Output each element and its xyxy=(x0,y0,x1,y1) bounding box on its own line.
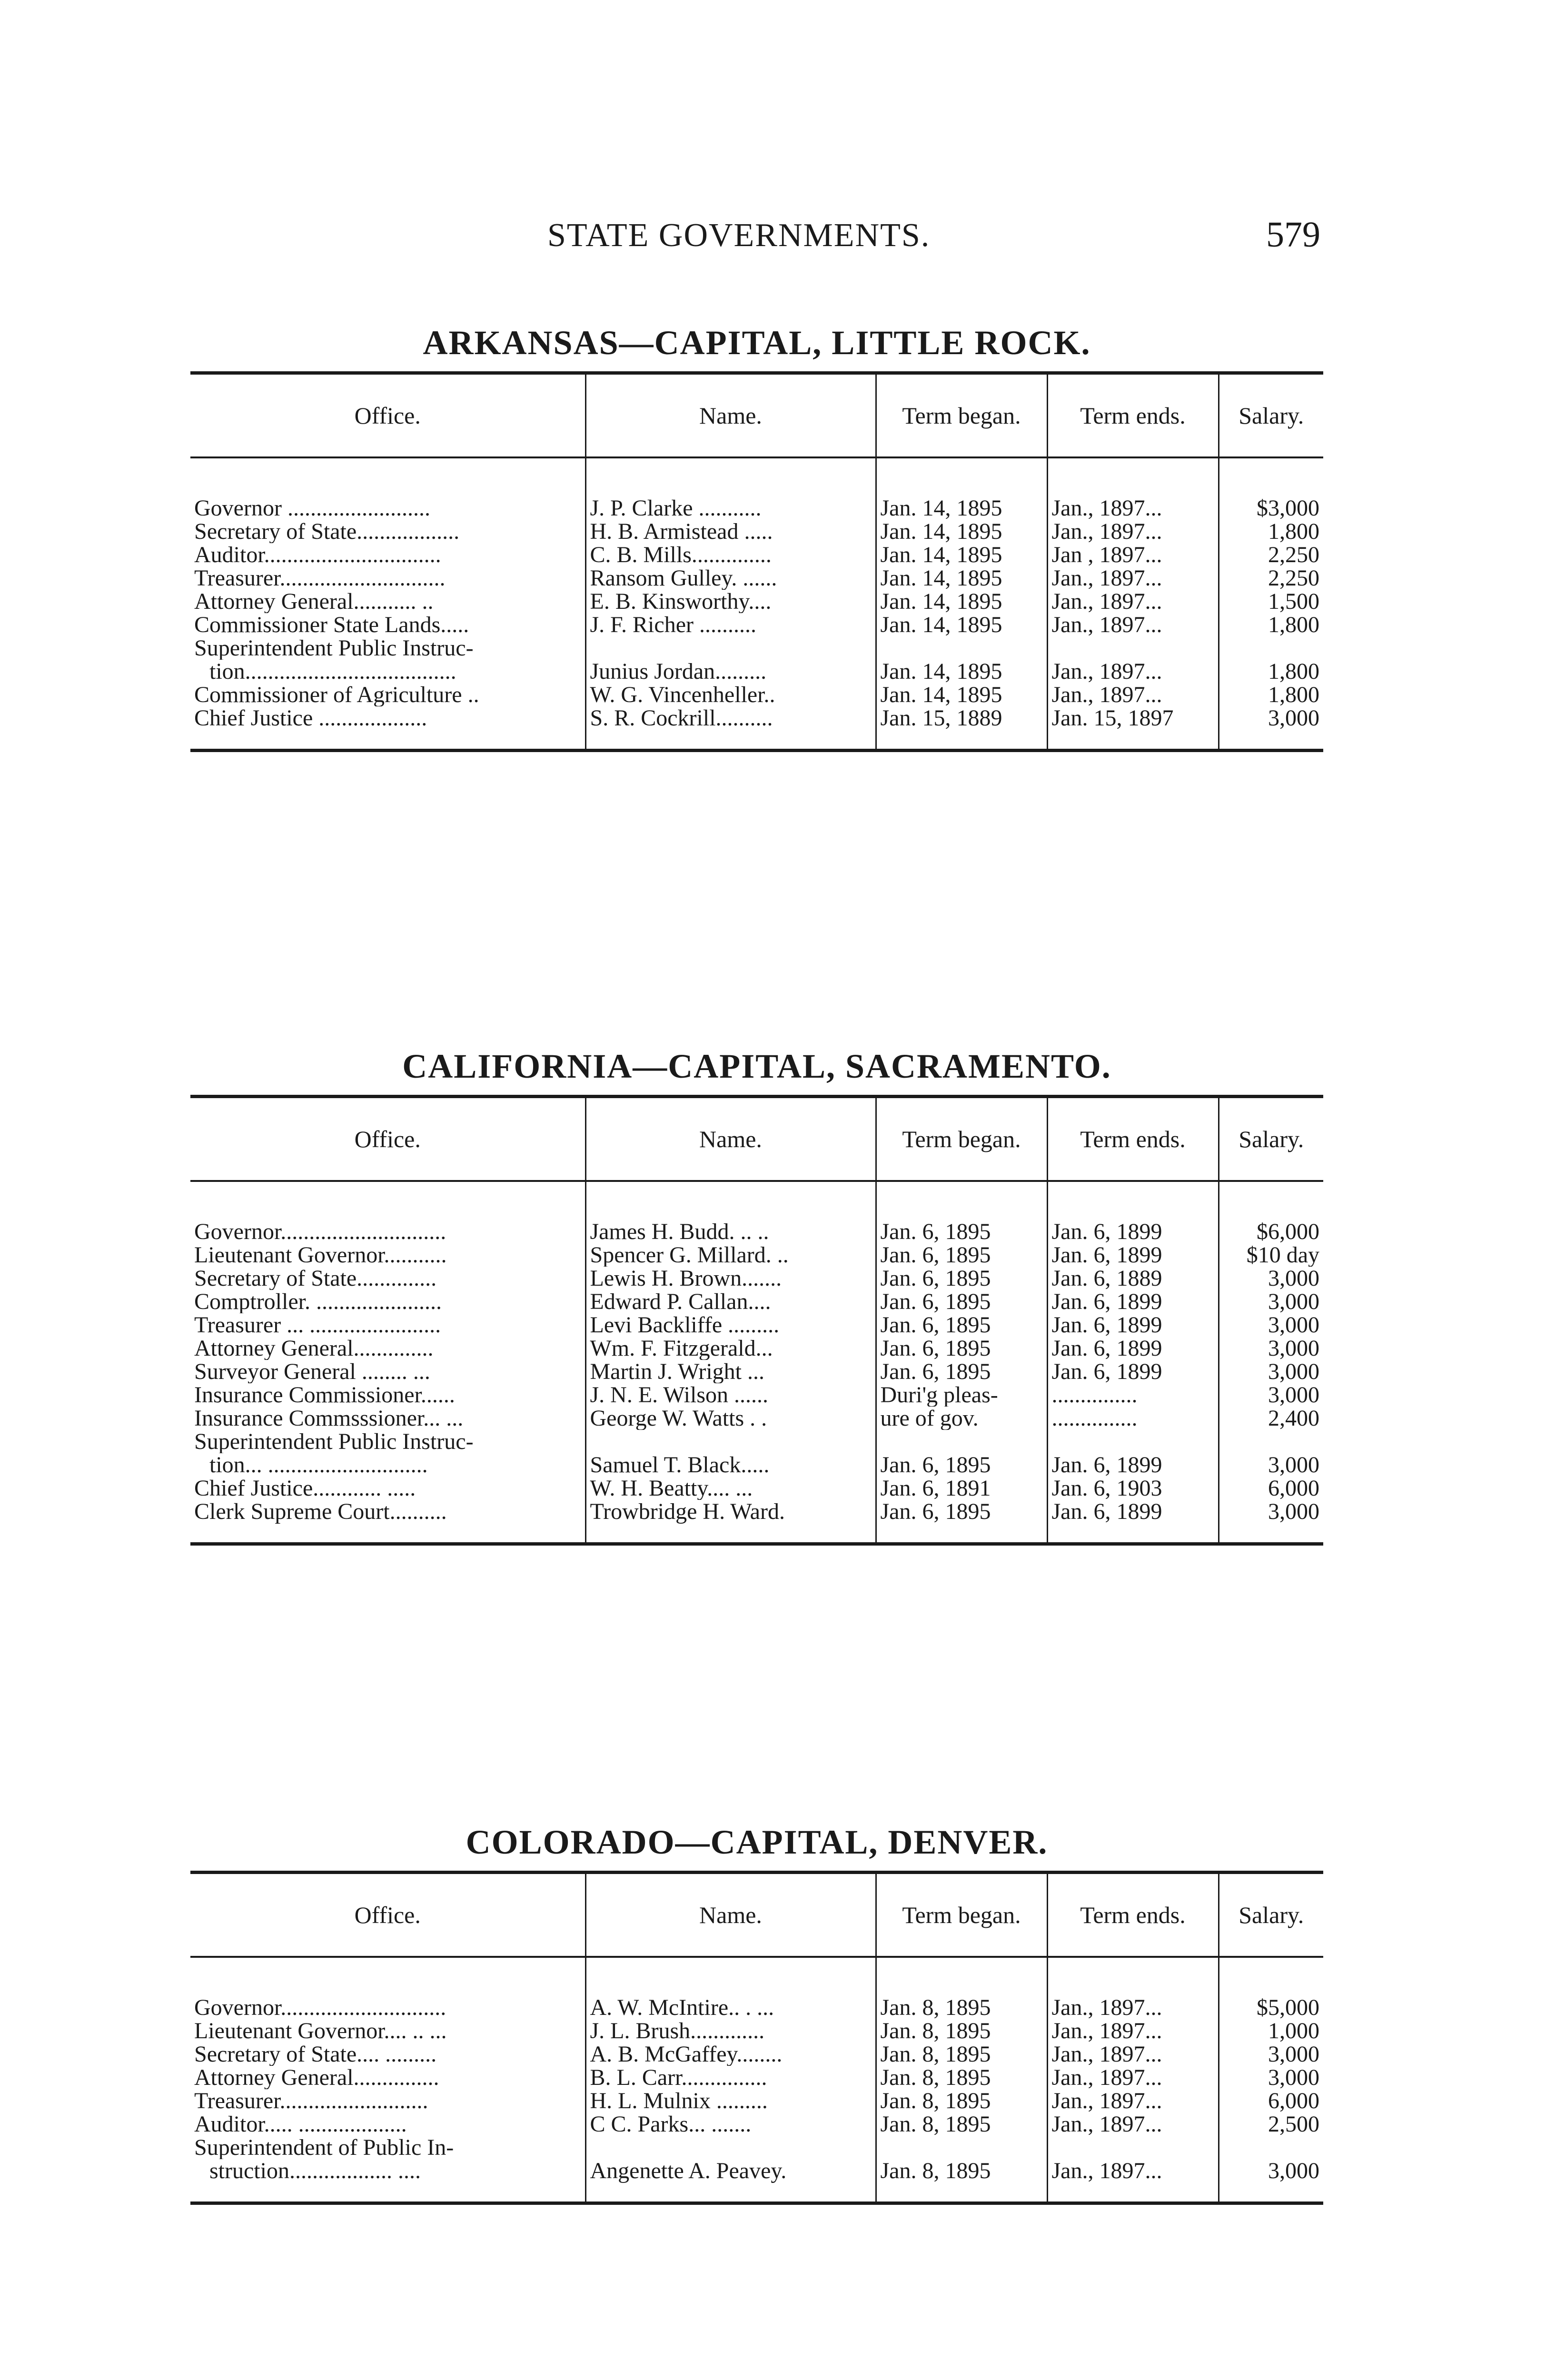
table-row xyxy=(190,1313,1323,1337)
term-began-cell: Jan. 14, 1895 xyxy=(876,683,1047,706)
state-section-california xyxy=(190,1038,1323,1546)
term-ends-cell: Jan., 1897... xyxy=(1047,660,1219,683)
term-ends-cell: Jan. 6, 1899 xyxy=(1047,1453,1219,1477)
table-row xyxy=(190,1220,1323,1243)
office-cell: Commissioner of Agriculture .. xyxy=(194,683,479,706)
term-began-cell: Jan. 8, 1895 xyxy=(876,2159,1047,2202)
term-ends-cell: Jan. 6, 1899 xyxy=(1047,1243,1219,1267)
term-began-cell: Jan. 6, 1895 xyxy=(876,1500,1047,1542)
term-ends-cell: Jan., 1897... xyxy=(1047,683,1219,706)
table-row xyxy=(190,520,1323,543)
term-ends-cell: Jan. 6, 1899 xyxy=(1047,1360,1219,1383)
salary-cell: 1,800 xyxy=(1219,520,1323,543)
table-row xyxy=(190,1267,1323,1290)
term-ends-cell xyxy=(1047,1430,1219,1453)
state-section-arkansas xyxy=(190,314,1323,752)
term-ends-cell: Jan., 1897... xyxy=(1047,613,1219,636)
header-salary: Salary. xyxy=(1219,1098,1323,1181)
office-cell: Secretary of State.............. xyxy=(194,1267,437,1290)
name-cell: J. L. Brush............. xyxy=(585,2019,876,2043)
page-number: 579 xyxy=(1266,215,1320,255)
header-name: Name. xyxy=(585,1098,876,1181)
table-row xyxy=(190,613,1323,636)
term-began-cell xyxy=(876,636,1047,660)
spacer-row xyxy=(190,1181,1323,1220)
term-began-cell: Jan. 8, 1895 xyxy=(876,2089,1047,2112)
term-ends-cell: ............... xyxy=(1047,1383,1219,1407)
name-cell: Trowbridge H. Ward. xyxy=(585,1500,876,1542)
officers-table xyxy=(190,1874,1323,2202)
name-cell: Wm. F. Fitzgerald... xyxy=(585,1337,876,1360)
table-row xyxy=(190,683,1323,706)
term-began-cell: Jan. 15, 1889 xyxy=(876,706,1047,749)
term-ends-cell: Jan. 6, 1899 xyxy=(1047,1337,1219,1360)
state-title: CALIFORNIA—CAPITAL, SACRAMENTO. xyxy=(402,1047,1111,1085)
name-cell: H. B. Armistead ..... xyxy=(585,520,876,543)
office-cell: Auditor..... ................... xyxy=(194,2112,407,2136)
office-cell: struction.................. .... xyxy=(209,2159,421,2183)
table-row xyxy=(190,2019,1323,2043)
term-ends-cell: Jan., 1897... xyxy=(1047,566,1219,590)
salary-cell: 6,000 xyxy=(1219,1477,1323,1500)
office-cell: Superintendent Public Instruc- xyxy=(194,636,474,660)
header-office: Office. xyxy=(190,1098,585,1181)
table-row xyxy=(190,543,1323,566)
salary-cell: 3,000 xyxy=(1219,1290,1323,1313)
name-cell xyxy=(585,2136,876,2159)
term-ends-cell xyxy=(1047,636,1219,660)
term-began-cell: Jan. 6, 1895 xyxy=(876,1290,1047,1313)
table-row xyxy=(190,1453,1323,1477)
name-cell: Junius Jordan......... xyxy=(585,660,876,683)
officers-table xyxy=(190,1098,1323,1542)
salary-cell: 1,000 xyxy=(1219,2019,1323,2043)
office-cell: Attorney General........... .. xyxy=(194,590,434,613)
term-ends-cell: Jan. 6, 1899 xyxy=(1047,1500,1219,1542)
office-cell: Secretary of State.................. xyxy=(194,520,460,543)
office-cell: Treasurer.......................... xyxy=(194,2089,428,2112)
header-term-ends: Term ends. xyxy=(1047,1098,1219,1181)
salary-cell: 1,800 xyxy=(1219,683,1323,706)
salary-cell: 3,000 xyxy=(1219,1313,1323,1337)
name-cell: J. P. Clarke ........... xyxy=(585,496,876,520)
name-cell xyxy=(585,636,876,660)
term-began-cell: Jan. 8, 1895 xyxy=(876,1996,1047,2019)
table-row xyxy=(190,2136,1323,2159)
term-began-cell: Jan. 14, 1895 xyxy=(876,496,1047,520)
office-cell: tion..................................... xyxy=(209,660,456,683)
table-row xyxy=(190,2089,1323,2112)
term-began-cell: Jan. 6, 1895 xyxy=(876,1220,1047,1243)
office-cell: Insurance Commissioner...... xyxy=(194,1383,455,1407)
office-cell: Lieutenant Governor........... xyxy=(194,1243,447,1267)
header-office: Office. xyxy=(190,375,585,457)
office-cell: Chief Justice ................... xyxy=(194,706,427,731)
table-row xyxy=(190,1996,1323,2019)
table-row xyxy=(190,590,1323,613)
salary-cell: 3,000 xyxy=(1219,2043,1323,2066)
office-cell: Auditor............................... xyxy=(194,543,441,566)
term-ends-cell: Jan., 1897... xyxy=(1047,2066,1219,2089)
salary-cell: 2,250 xyxy=(1219,543,1323,566)
term-began-cell: Jan. 8, 1895 xyxy=(876,2043,1047,2066)
salary-cell: $10 day xyxy=(1219,1243,1323,1267)
salary-cell: 3,000 xyxy=(1219,1337,1323,1360)
officers-table xyxy=(190,375,1323,749)
table-row xyxy=(190,1430,1323,1453)
term-ends-cell: Jan., 1897... xyxy=(1047,2043,1219,2066)
office-cell: Governor............................. xyxy=(194,1996,446,2019)
table-row xyxy=(190,566,1323,590)
office-cell: Attorney General.............. xyxy=(194,1337,434,1360)
bottom-rule xyxy=(190,2202,1323,2205)
table-row xyxy=(190,1407,1323,1430)
term-began-cell: Jan. 6, 1891 xyxy=(876,1477,1047,1500)
office-cell: Secretary of State.... ......... xyxy=(194,2043,437,2066)
term-ends-cell: Jan., 1897... xyxy=(1047,520,1219,543)
salary-cell: 6,000 xyxy=(1219,2089,1323,2112)
term-began-cell: ure of gov. xyxy=(876,1407,1047,1430)
term-began-cell: Jan. 14, 1895 xyxy=(876,520,1047,543)
salary-cell: 3,000 xyxy=(1219,1267,1323,1290)
table-row xyxy=(190,2159,1323,2202)
name-cell: W. H. Beatty.... ... xyxy=(585,1477,876,1500)
name-cell: C C. Parks... ....... xyxy=(585,2112,876,2136)
salary-cell: 1,500 xyxy=(1219,590,1323,613)
term-began-cell xyxy=(876,2136,1047,2159)
table-row xyxy=(190,1360,1323,1383)
term-ends-cell: Jan., 1897... xyxy=(1047,2159,1219,2202)
term-began-cell: Duri'g pleas- xyxy=(876,1383,1047,1407)
term-began-cell: Jan. 6, 1895 xyxy=(876,1337,1047,1360)
name-cell: Lewis H. Brown....... xyxy=(585,1267,876,1290)
name-cell xyxy=(585,1430,876,1453)
term-began-cell: Jan. 6, 1895 xyxy=(876,1453,1047,1477)
header-name: Name. xyxy=(585,1874,876,1957)
office-cell: Attorney General............... xyxy=(194,2066,439,2089)
term-began-cell: Jan. 8, 1895 xyxy=(876,2066,1047,2089)
header-term-began: Term began. xyxy=(876,1874,1047,1957)
name-cell: A. W. McIntire.. . ... xyxy=(585,1996,876,2019)
term-ends-cell: Jan., 1897... xyxy=(1047,1996,1219,2019)
name-cell: Angenette A. Peavey. xyxy=(585,2159,876,2202)
table-row xyxy=(190,1337,1323,1360)
office-cell: Clerk Supreme Court.......... xyxy=(194,1500,447,1524)
term-ends-cell: Jan., 1897... xyxy=(1047,2019,1219,2043)
salary-cell xyxy=(1219,2136,1323,2159)
office-cell: Governor ......................... xyxy=(194,496,430,520)
term-began-cell xyxy=(876,1430,1047,1453)
salary-cell: 3,000 xyxy=(1219,2159,1323,2202)
term-ends-cell: Jan. 6, 1899 xyxy=(1047,1290,1219,1313)
header-term-began: Term began. xyxy=(876,375,1047,457)
office-cell: Lieutenant Governor.... .. ... xyxy=(194,2019,447,2043)
table-row xyxy=(190,660,1323,683)
office-cell: Chief Justice............ ..... xyxy=(194,1477,416,1500)
table-row xyxy=(190,496,1323,520)
name-cell: B. L. Carr............... xyxy=(585,2066,876,2089)
bottom-rule xyxy=(190,1542,1323,1546)
office-cell: Treasurer ... ....................... xyxy=(194,1313,441,1337)
name-cell: W. G. Vincenheller.. xyxy=(585,683,876,706)
salary-cell: 2,500 xyxy=(1219,2112,1323,2136)
spacer-row xyxy=(190,1957,1323,1996)
header-term-ends: Term ends. xyxy=(1047,1874,1219,1957)
name-cell: H. L. Mulnix ......... xyxy=(585,2089,876,2112)
office-cell: Governor............................. xyxy=(194,1220,446,1243)
name-cell: A. B. McGaffey........ xyxy=(585,2043,876,2066)
name-cell: George W. Watts . . xyxy=(585,1407,876,1430)
state-title: COLORADO—CAPITAL, DENVER. xyxy=(466,1823,1048,1861)
table-row xyxy=(190,1243,1323,1267)
table-row xyxy=(190,1290,1323,1313)
salary-cell: 3,000 xyxy=(1219,1453,1323,1477)
header-salary: Salary. xyxy=(1219,375,1323,457)
term-began-cell: Jan. 14, 1895 xyxy=(876,590,1047,613)
salary-cell: $3,000 xyxy=(1219,496,1323,520)
header-salary: Salary. xyxy=(1219,1874,1323,1957)
table-row xyxy=(190,2066,1323,2089)
salary-cell: 3,000 xyxy=(1219,1360,1323,1383)
name-cell: Edward P. Callan.... xyxy=(585,1290,876,1313)
name-cell: E. B. Kinsworthy.... xyxy=(585,590,876,613)
term-began-cell: Jan. 14, 1895 xyxy=(876,566,1047,590)
term-began-cell: Jan. 6, 1895 xyxy=(876,1313,1047,1337)
term-ends-cell xyxy=(1047,2136,1219,2159)
term-ends-cell: Jan., 1897... xyxy=(1047,2112,1219,2136)
salary-cell xyxy=(1219,636,1323,660)
table-row xyxy=(190,2112,1323,2136)
header-term-ends: Term ends. xyxy=(1047,375,1219,457)
term-ends-cell: Jan , 1897... xyxy=(1047,543,1219,566)
table-row xyxy=(190,636,1323,660)
term-ends-cell: ............... xyxy=(1047,1407,1219,1430)
salary-cell: 2,400 xyxy=(1219,1407,1323,1430)
header-term-began: Term began. xyxy=(876,1098,1047,1181)
name-cell: Ransom Gulley. ...... xyxy=(585,566,876,590)
salary-cell: 3,000 xyxy=(1219,2066,1323,2089)
office-cell: Commissioner State Lands..... xyxy=(194,613,469,636)
term-ends-cell: Jan., 1897... xyxy=(1047,590,1219,613)
state-title: ARKANSAS—CAPITAL, LITTLE ROCK. xyxy=(423,324,1091,362)
name-cell: Spencer G. Millard. .. xyxy=(585,1243,876,1267)
office-cell: tion... ............................ xyxy=(209,1453,428,1477)
header-name: Name. xyxy=(585,375,876,457)
name-cell: S. R. Cockrill.......... xyxy=(585,706,876,749)
term-ends-cell: Jan. 6, 1899 xyxy=(1047,1313,1219,1337)
bottom-rule xyxy=(190,749,1323,752)
table-row xyxy=(190,1477,1323,1500)
name-cell: Martin J. Wright ... xyxy=(585,1360,876,1383)
salary-cell: 1,800 xyxy=(1219,613,1323,636)
term-began-cell: Jan. 6, 1895 xyxy=(876,1243,1047,1267)
name-cell: J. N. E. Wilson ...... xyxy=(585,1383,876,1407)
salary-cell: 3,000 xyxy=(1219,1383,1323,1407)
office-cell: Superintendent Public Instruc- xyxy=(194,1430,474,1453)
term-ends-cell: Jan. 6, 1889 xyxy=(1047,1267,1219,1290)
salary-cell: $6,000 xyxy=(1219,1220,1323,1243)
name-cell: Levi Backliffe ......... xyxy=(585,1313,876,1337)
name-cell: C. B. Mills.............. xyxy=(585,543,876,566)
top-rule xyxy=(190,1095,1323,1098)
term-began-cell: Jan. 8, 1895 xyxy=(876,2019,1047,2043)
salary-cell: $5,000 xyxy=(1219,1996,1323,2019)
name-cell: James H. Budd. .. .. xyxy=(585,1220,876,1243)
table-row xyxy=(190,706,1323,749)
term-began-cell: Jan. 14, 1895 xyxy=(876,660,1047,683)
table-row xyxy=(190,2043,1323,2066)
name-cell: Samuel T. Black..... xyxy=(585,1453,876,1477)
top-rule xyxy=(190,371,1323,375)
office-cell: Surveyor General ........ ... xyxy=(194,1360,430,1383)
header-office: Office. xyxy=(190,1874,585,1957)
salary-cell: 3,000 xyxy=(1219,1500,1323,1542)
salary-cell: 2,250 xyxy=(1219,566,1323,590)
name-cell: J. F. Richer .......... xyxy=(585,613,876,636)
running-head: STATE GOVERNMENTS. xyxy=(547,217,931,254)
salary-cell xyxy=(1219,1430,1323,1453)
office-cell: Insurance Commsssioner... ... xyxy=(194,1407,464,1430)
office-cell: Comptroller. ...................... xyxy=(194,1290,442,1313)
term-ends-cell: Jan., 1897... xyxy=(1047,496,1219,520)
table-row xyxy=(190,1383,1323,1407)
term-began-cell: Jan. 14, 1895 xyxy=(876,613,1047,636)
term-ends-cell: Jan., 1897... xyxy=(1047,2089,1219,2112)
office-cell: Treasurer............................. xyxy=(194,566,446,590)
spacer-row xyxy=(190,457,1323,496)
salary-cell: 1,800 xyxy=(1219,660,1323,683)
top-rule xyxy=(190,1871,1323,1874)
office-cell: Superintendent of Public In- xyxy=(194,2136,454,2159)
term-ends-cell: Jan. 15, 1897 xyxy=(1047,706,1219,749)
term-began-cell: Jan. 6, 1895 xyxy=(876,1267,1047,1290)
term-ends-cell: Jan. 6, 1903 xyxy=(1047,1477,1219,1500)
term-began-cell: Jan. 6, 1895 xyxy=(876,1360,1047,1383)
salary-cell: 3,000 xyxy=(1219,706,1323,749)
term-began-cell: Jan. 8, 1895 xyxy=(876,2112,1047,2136)
table-row xyxy=(190,1500,1323,1542)
state-section-colorado xyxy=(190,1814,1323,2205)
term-ends-cell: Jan. 6, 1899 xyxy=(1047,1220,1219,1243)
term-began-cell: Jan. 14, 1895 xyxy=(876,543,1047,566)
